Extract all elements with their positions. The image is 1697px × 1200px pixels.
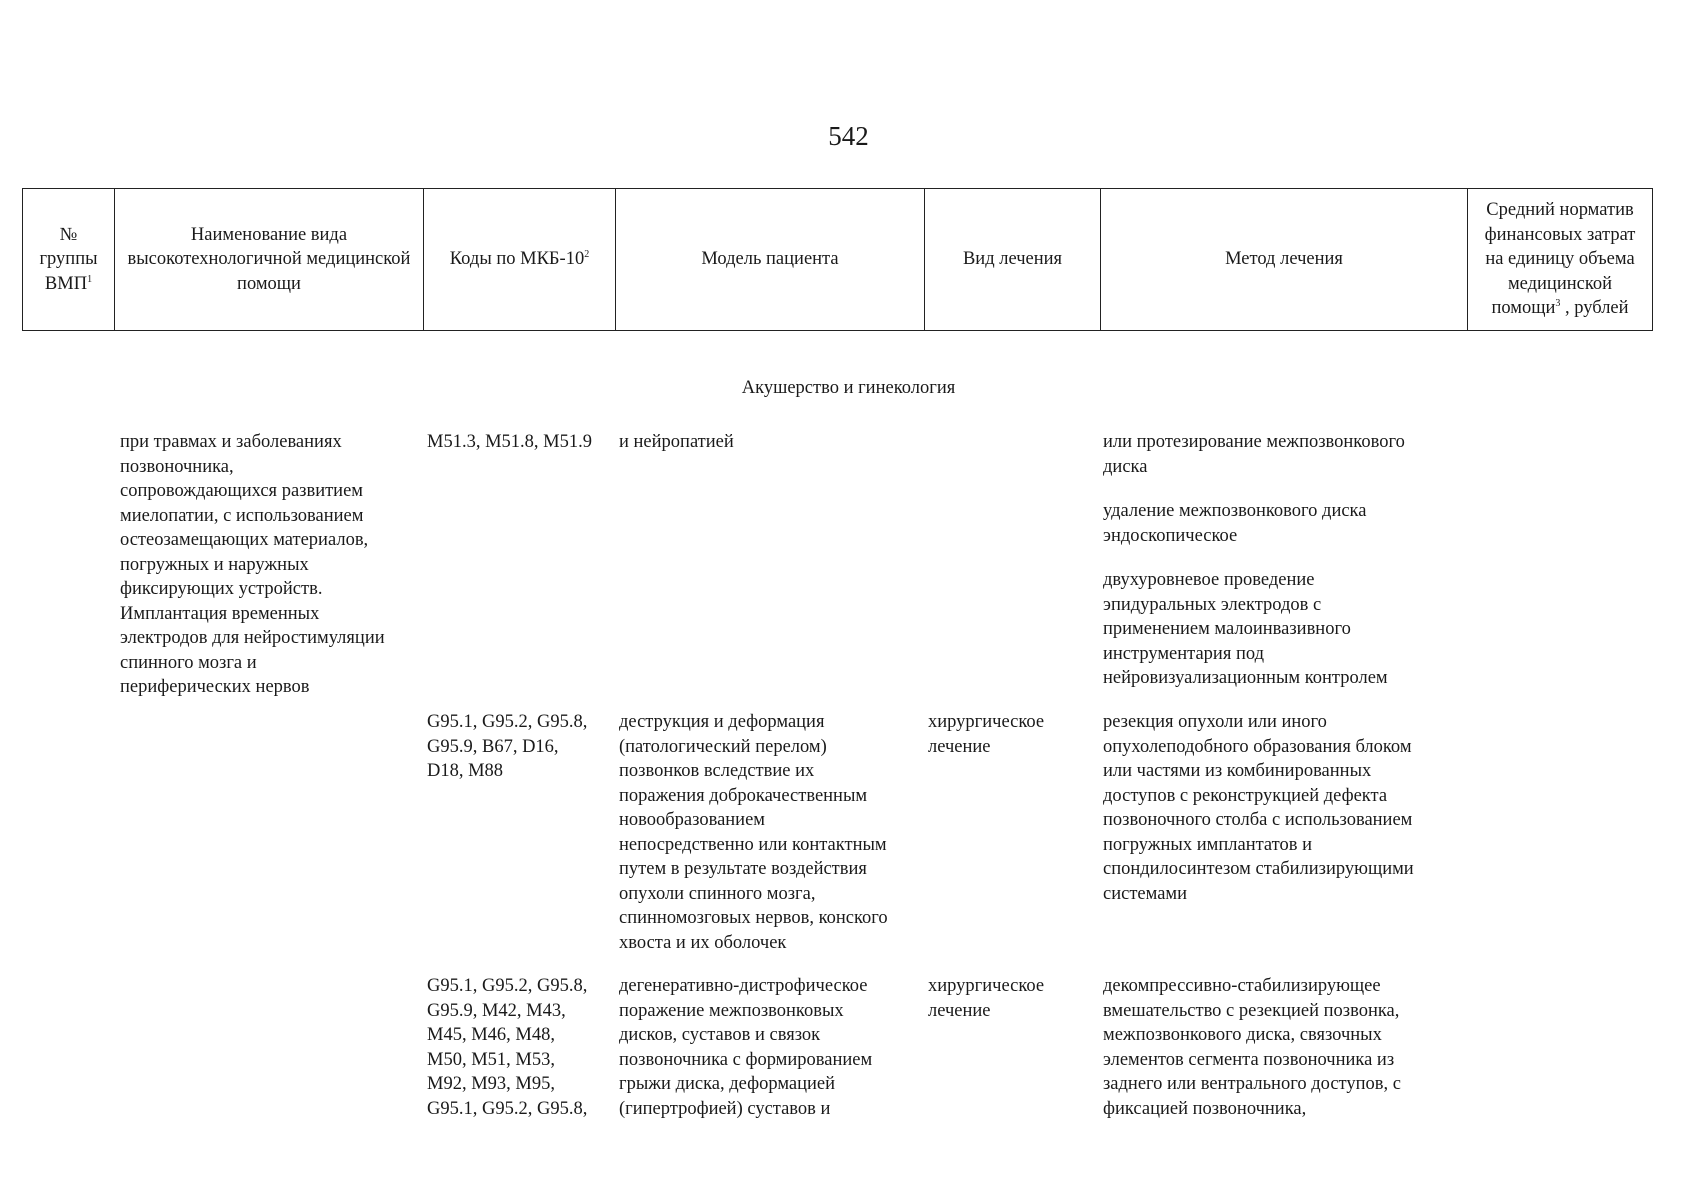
header-treatment-type: Вид лечения [925,189,1101,331]
row-2-codes: G95.1, G95.2, G95.8, G95.9, B67, D16, D18, M88 [427,712,588,781]
header-cost: Средний норматив финансовых затрат на единицу объема медицинской помощи$^3$ , рублей [1468,189,1653,331]
header-patient-model: Модель пациента [616,189,925,331]
row-3-codes: G95.1, G95.2, G95.8, G95.9, M42, M43, M45, M46, M48, M50, M51, M53, M92, M93, M95, G95.1, G95.2, G95.8, [427,976,588,1119]
row-3-method: декомпрессивно-стабилизирующее вмешательство с резекцией позвонка, межпозвонкового диска, связочных элементов сегмента позвоночника из заднего или вентрального доступов, с фиксацией позвоночника, [1103,976,1401,1119]
row-3-treatment-type: хирургическое лечение [928,976,1045,1021]
table-header [22,188,1653,331]
row-1-codes: M51.3, M51.8, M51.9 [427,432,592,452]
row-3-patient-model: дегенеративно-дистрофическое поражение межпозвонковых дисков, суставов и связок позвоночника с формированием грыжи диска, деформацией (гипертрофией) суставов и [619,976,873,1119]
row-1-patient-model: и нейропатией [619,432,734,452]
row-2-treatment-type: хирургическое лечение [928,712,1045,757]
row-1-methods: или протезирование межпозвонкового диска удаление межпозвонкового диска эндоскопическое двухуровневое проведение эпидуральных электродов с применением малоинвазивного инструментария под нейровизуализационным контролем [1103,432,1405,688]
header-name: Наименование вида высокотехнологичной медицинской помощи [115,189,424,331]
section-title: Акушерство и гинекология [741,378,956,398]
row-2-patient-model: деструкция и деформация (патологический перелом) позвонков вследствие их поражения доброкачественным новообразованием непосредственно или контактным путем в результате воздействия опухоли спинного мозга, спинномозговых нервов, конского хвоста и их оболочек [619,712,888,953]
row-2-method: резекция опухоли или иного опухолеподобного образования блоком или частями из комбинированных доступов с реконструкцией дефекта позвоночного столба с использованием погружных имплантатов и спондилосинтезом стабилизирующими системами [1103,712,1414,904]
header-codes: Коды по МКБ-$10^2$ [424,189,616,331]
header-method: Метод лечения [1101,189,1468,331]
page-number: 542 [828,121,869,151]
header-group-number: № группы ВМП$^1$ [23,189,115,331]
row-1-name: при травмах и заболеваниях позвоночника, сопровождающихся развитием миелопатии, с использованием остеозамещающих материалов, погружных и наружных фиксирующих устройств. Имплантация временных электродов для нейростимуляции спинного мозга и периферических нервов [120,432,385,697]
